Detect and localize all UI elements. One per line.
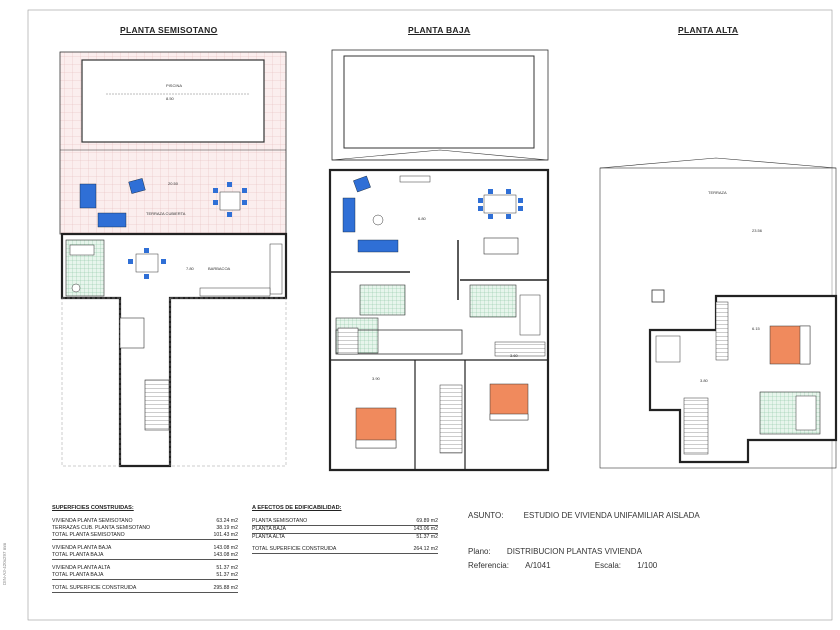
sofa-icon xyxy=(80,184,96,208)
superficies-title: SUPERFICIES CONSTRUIDAS: xyxy=(52,505,134,511)
stairs xyxy=(338,328,358,354)
escala-value: 1/100 xyxy=(637,561,658,570)
referencia-value: A/1041 xyxy=(525,561,551,570)
asunto-value: ESTUDIO DE VIVIENDA UNIFAMILIAR AISLADA xyxy=(523,511,700,520)
svg-text:7.80: 7.80 xyxy=(186,266,194,271)
label-terraza-cubierta: TERRAZA CUBIERTA xyxy=(146,211,186,216)
plan-planta-baja xyxy=(330,50,548,470)
pool xyxy=(344,56,534,148)
planta-alta-walls xyxy=(650,296,836,462)
bathroom xyxy=(360,285,405,315)
table-row: PLANTA BAJA 143.06 m2 xyxy=(252,526,438,533)
plan-planta-alta xyxy=(600,158,836,468)
sofa-icon xyxy=(98,213,126,227)
table-row: TOTAL SUPERFICIE CONSTRUIDA 295.88 m2 xyxy=(52,585,238,592)
bathroom xyxy=(470,285,516,317)
title-planta-semisotano: PLANTA SEMISOTANO xyxy=(120,25,218,35)
label-piscina: PISCINA xyxy=(166,83,183,88)
label-barbacoa: BARBACOA xyxy=(208,266,231,271)
asunto-line xyxy=(468,511,700,520)
svg-text:20.50: 20.50 xyxy=(168,181,179,186)
svg-text:3.60: 3.60 xyxy=(510,353,518,358)
stairs xyxy=(145,380,169,430)
table-icon xyxy=(220,192,240,210)
svg-text:6.80: 6.80 xyxy=(418,216,426,221)
table-row: VIVIENDA PLANTA BAJA 143.08 m2 xyxy=(52,545,238,552)
table-icon xyxy=(484,195,516,213)
stairs xyxy=(440,385,462,453)
table-row: TOTAL PLANTA BAJA 143.08 m2 xyxy=(52,552,238,559)
plan-semisotano xyxy=(60,52,286,466)
plano-value: DISTRIBUCION PLANTAS VIVIENDA xyxy=(506,547,642,556)
table-icon xyxy=(136,254,158,272)
svg-text:3.90: 3.90 xyxy=(372,376,380,381)
referencia-label: Referencia: xyxy=(468,561,509,570)
table-row: VIVIENDA PLANTA SEMISOTANO 63.24 m2 xyxy=(52,518,238,525)
dim-pool: 8.50 xyxy=(166,96,174,101)
sofa-icon xyxy=(343,198,355,232)
stairs xyxy=(684,398,708,454)
table-row: PLANTA SEMISOTANO 69.89 m2 xyxy=(252,518,438,525)
table-row: VIVIENDA PLANTA ALTA 51.37 m2 xyxy=(52,565,238,572)
title-planta-alta: PLANTA ALTA xyxy=(678,25,739,35)
svg-text:6.15: 6.15 xyxy=(752,326,760,331)
plano-line xyxy=(468,547,642,556)
sofa-icon xyxy=(358,240,398,252)
table-row: TERRAZAS CUB. PLANTA SEMISOTANO 38.19 m2 xyxy=(52,525,238,532)
superficies-table xyxy=(52,506,238,593)
table-row: PLANTA ALTA 51.37 m2 xyxy=(252,534,438,541)
pool xyxy=(82,60,264,142)
escala-label: Escala: xyxy=(594,561,621,570)
edificabilidad-title: A EFECTOS DE EDIFICABILIDAD: xyxy=(252,505,342,511)
svg-text:3.80: 3.80 xyxy=(700,378,708,383)
margin-note: DIN-A3-420x297 mm xyxy=(2,542,7,585)
title-planta-baja: PLANTA BAJA xyxy=(408,25,471,35)
table-row: TOTAL PLANTA SEMISOTANO 101.43 m2 xyxy=(52,532,238,539)
asunto-label: ASUNTO: xyxy=(468,511,504,520)
edificabilidad-table xyxy=(252,506,438,554)
table-row: TOTAL PLANTA BAJA 51.37 m2 xyxy=(52,572,238,579)
svg-text:23.56: 23.56 xyxy=(752,228,763,233)
table-row: TOTAL SUPERFICIE CONSTRUIDA 264.12 m2 xyxy=(252,546,438,553)
referencia-line xyxy=(468,561,657,570)
plano-label: Plano: xyxy=(468,547,491,556)
label-terraza: TERRAZA xyxy=(708,190,727,195)
